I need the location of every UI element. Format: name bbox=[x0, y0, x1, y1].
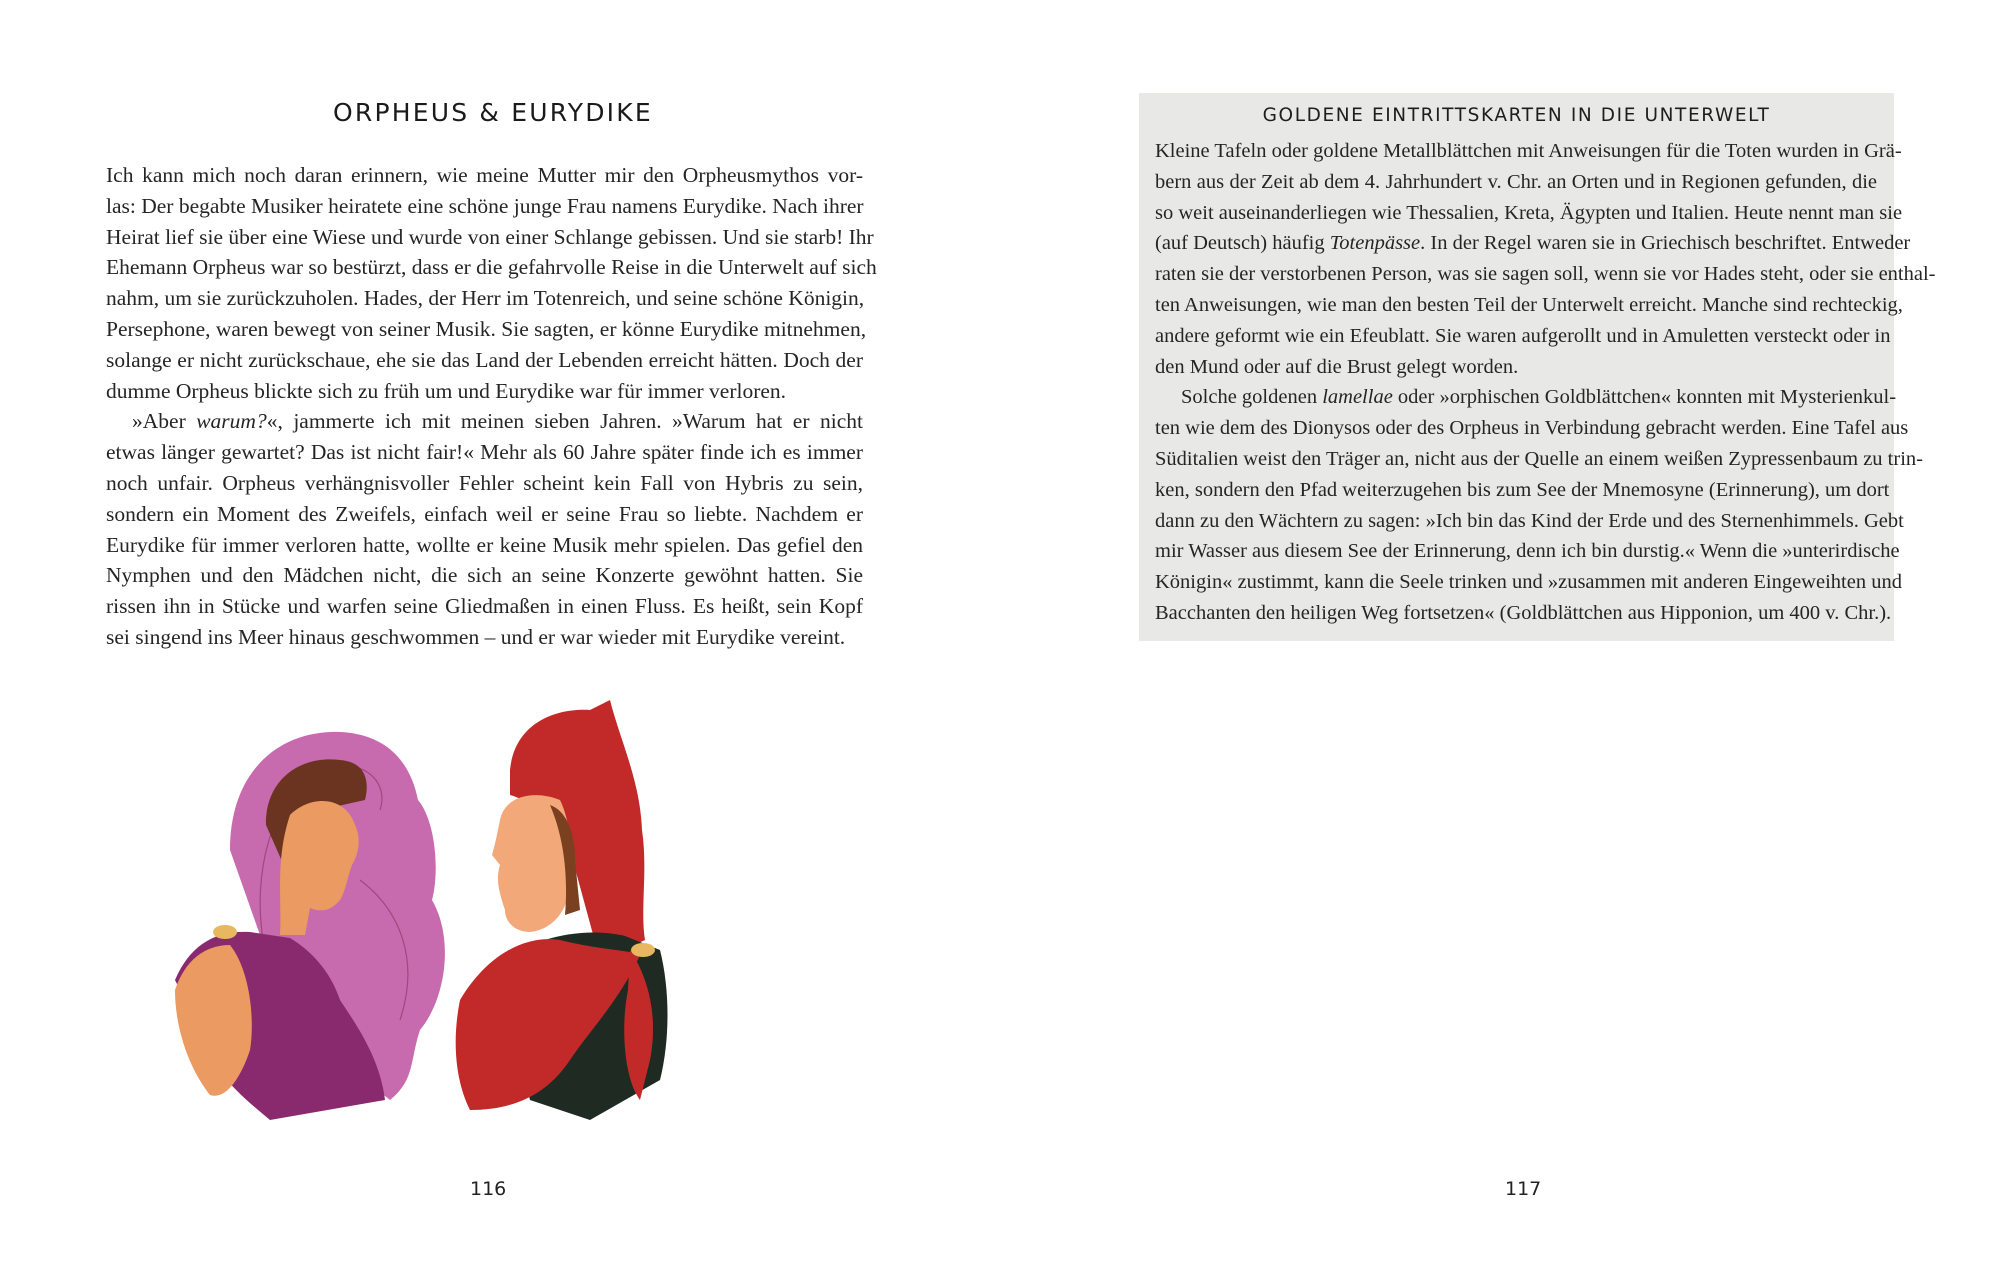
main-text bbox=[106, 160, 877, 653]
text-fragment: Solche goldenen bbox=[1181, 386, 1323, 409]
text-fragment: »Aber bbox=[132, 409, 197, 434]
text-line: dumme Orpheus blickte sich zu früh um und Eurydike war für immer verloren. bbox=[106, 378, 787, 403]
text-line: ten Anweisungen, wie man den besten Teil der Unterwelt erreicht. Manche sind rechteckig, bbox=[1155, 293, 1903, 316]
text-line: raten sie der verstorbenen Person, was sie sagen soll, wenn sie vor Hades steht, oder sie enthal- bbox=[1155, 263, 1936, 286]
right-page bbox=[1000, 0, 2000, 1272]
text-line: Persephone, waren bewegt von seiner Musik. Sie sagten, er könne Eurydike mitnehmen, bbox=[106, 316, 867, 341]
text-line: Kleine Tafeln oder goldene Metallblättchen mit Anweisungen für die Toten wurden in Grä- bbox=[1155, 140, 1902, 162]
text-line bbox=[1155, 228, 1911, 259]
text-line: Süditalien weist den Träger an, nicht aus der Quelle an einem weißen Zypressenbaum zu trin- bbox=[1155, 447, 1923, 470]
text-fragment: oder »orphischen Goldblättchen« konnten mit Mysterienkul- bbox=[1392, 386, 1897, 409]
orpheus-eurydike-illustration bbox=[170, 700, 790, 1160]
italic-text: warum? bbox=[196, 409, 267, 434]
text-line: bern aus der Zeit ab dem 4. Jahrhundert v. Chr. an Orten und in Regionen gefunden, die bbox=[1155, 170, 1877, 193]
chapter-title: ORPHEUS & EURYDIKE bbox=[333, 98, 653, 127]
page-number-left: 116 bbox=[470, 1178, 507, 1200]
text-line bbox=[106, 406, 863, 437]
text-line: andere geformt wie ein Efeublatt. Sie waren aufgerollt und in Amuletten versteckt oder in bbox=[1155, 324, 1891, 347]
text-fragment: (auf Deutsch) häufig bbox=[1155, 232, 1330, 255]
text-line: etwas länger gewartet? Das ist nicht fair!« Mehr als 60 Jahre später finde ich es immer bbox=[106, 440, 863, 465]
text-line: den Mund oder auf die Brust gelegt worden. bbox=[1155, 355, 1519, 378]
text-line: noch unfair. Orpheus verhängnisvoller Fehler scheint kein Fall von Hybris zu sein, bbox=[106, 470, 863, 495]
orpheus-figure bbox=[456, 700, 668, 1120]
text-line: rissen ihn in Stücke und warfen seine Gliedmaßen in einen Fluss. Es heißt, sein Kopf bbox=[106, 594, 863, 619]
text-line: sondern ein Moment des Zweifels, einfach weil er seine Frau so liebte. Nachdem er bbox=[106, 501, 863, 526]
sidebar-box bbox=[1139, 93, 1936, 641]
text-line: Heirat lief sie über eine Wiese und wurde von einer Schlange gebissen. Und sie starb! Ihr bbox=[106, 224, 874, 249]
text-line: Ehemann Orpheus war so bestürzt, dass er die gefahrvolle Reise in die Unterwelt auf sich bbox=[106, 255, 877, 280]
box-title: GOLDENE EINTRITTSKARTEN IN DIE UNTERWELT bbox=[1262, 105, 1771, 126]
text-line: dann zu den Wächtern zu sagen: »Ich bin das Kind der Erde und des Sternenhimmels. Gebt bbox=[1155, 509, 1904, 532]
eurydike-figure bbox=[175, 732, 445, 1120]
page-number-right: 117 bbox=[1505, 1178, 1542, 1200]
text-fragment: «, jammerte ich mit meinen sieben Jahren. »Warum hat er nicht bbox=[266, 409, 863, 434]
italic-text: lamellae bbox=[1322, 386, 1393, 409]
text-line bbox=[1155, 382, 1897, 413]
text-line: nahm, um sie zurückzuholen. Hades, der Herr im Totenreich, und seine schöne Königin, bbox=[106, 286, 865, 311]
text-line: mir Wasser aus diesem See der Erinnerung, denn ich bin durstig.« Wenn die »unterirdische bbox=[1155, 540, 1900, 563]
text-line: Königin« zustimmt, kann die Seele trinken und »zusammen mit anderen Eingeweihten und bbox=[1155, 571, 1902, 594]
text-fragment: . In der Regel waren sie in Griechisch beschriftet. Entweder bbox=[1420, 232, 1911, 255]
text-line: Ich kann mich noch daran erinnern, wie meine Mutter mir den Orpheusmythos vor- bbox=[106, 163, 863, 187]
text-line: las: Der begabte Musiker heiratete eine schöne junge Frau namens Eurydike. Nach ihrer bbox=[106, 193, 864, 218]
text-line: solange er nicht zurückschaue, ehe sie das Land der Lebenden erreicht hätten. Doch der bbox=[106, 347, 863, 372]
text-line: ten wie dem des Dionysos oder des Orpheus in Verbindung gebracht werden. Eine Tafel aus bbox=[1155, 417, 1909, 440]
text-line: Eurydike für immer verloren hatte, wollte er keine Musik mehr spielen. Das gefiel den bbox=[106, 532, 863, 557]
text-line: Nymphen und den Mädchen nicht, die sich an seine Konzerte gewöhnt hatten. Sie bbox=[106, 563, 863, 588]
text-line: Bacchanten den heiligen Weg fortsetzen« (Goldblättchen aus Hipponion, um 400 v. Chr.). bbox=[1155, 601, 1892, 624]
text-line: ken, sondern den Pfad weiterzugehen bis zum See der Mnemosyne (Erinnerung), um dort bbox=[1155, 478, 1890, 501]
italic-text: Totenpässe bbox=[1329, 232, 1421, 255]
text-line: sei singend ins Meer hinaus geschwommen – und er war wieder mit Eurydike vereint. bbox=[106, 624, 846, 649]
text-line: so weit auseinanderliegen wie Thessalien, Kreta, Ägypten und Italien. Heute nennt man sie bbox=[1155, 201, 1903, 224]
box-text bbox=[1155, 136, 1936, 629]
